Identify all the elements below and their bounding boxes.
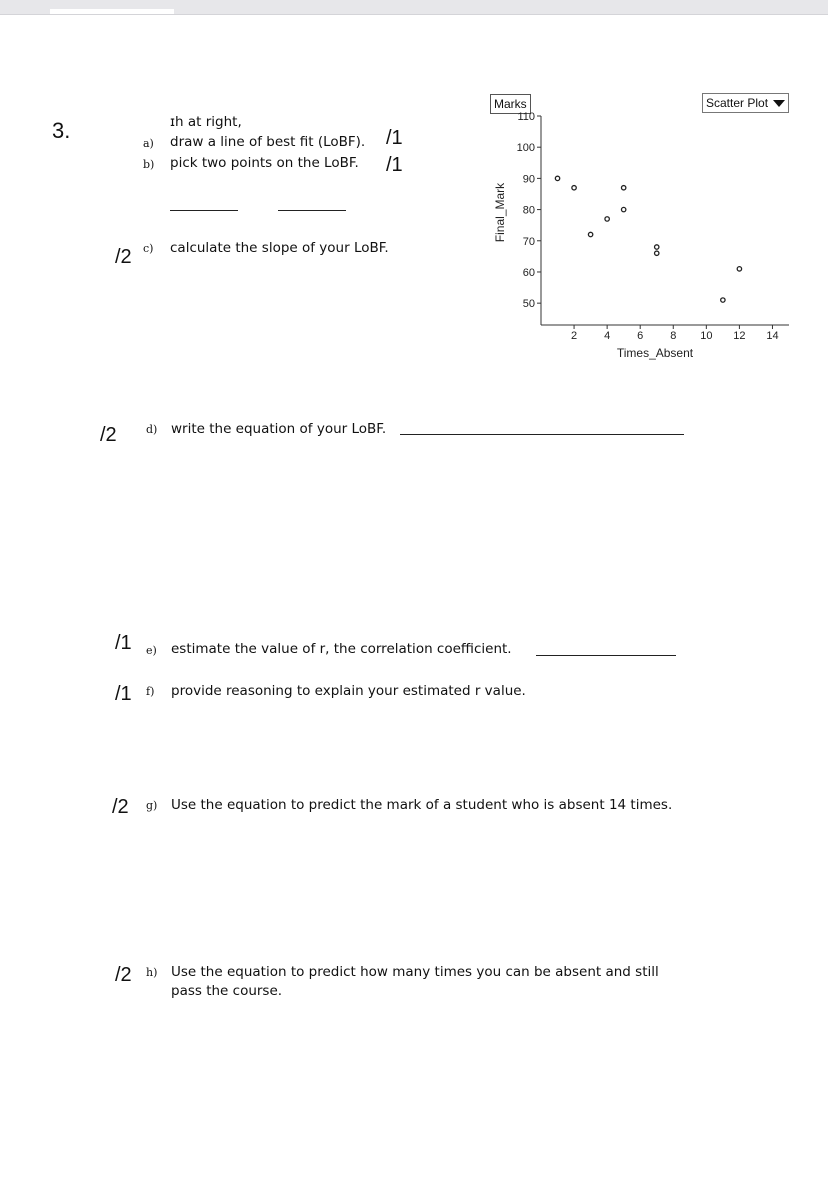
part-e-text: estimate the value of r, the correlation coefficient. (171, 641, 512, 657)
y-tick-label: 80 (522, 204, 535, 217)
part-d-text: write the equation of your LoBF. (171, 421, 387, 437)
scatter-point (737, 267, 741, 271)
y-tick-label: 50 (522, 298, 535, 311)
scatter-point (621, 207, 625, 211)
part-d-label: d) (146, 423, 158, 436)
part-a-text: draw a line of best fit (LoBF). (170, 134, 366, 150)
part-c-mark: /2 (115, 246, 132, 268)
part-a-label: a) (143, 137, 154, 150)
answer-blank-equation[interactable] (400, 434, 684, 435)
part-e-label: e) (146, 644, 157, 657)
y-tick-label: 110 (517, 111, 535, 123)
chevron-down-icon (773, 100, 785, 107)
part-d-mark: /2 (100, 424, 117, 446)
chart-type-menu[interactable] (702, 93, 789, 113)
part-h-text-line1: Use the equation to predict how many times you can be absent and still (171, 964, 659, 980)
window-top-bar (0, 0, 828, 15)
top-tab[interactable] (50, 9, 174, 14)
x-tick-label: 10 (700, 330, 713, 342)
answer-blank-point-2[interactable] (278, 210, 346, 211)
part-h-text-line2: pass the course. (171, 983, 283, 999)
scatter-point (621, 186, 625, 190)
part-f-mark: /1 (115, 683, 132, 705)
chart-type-menu-label: Scatter Plot (706, 96, 769, 110)
part-c-label: c) (143, 242, 154, 255)
y-tick-label: 90 (522, 173, 535, 186)
x-tick-label: 6 (637, 330, 644, 342)
part-g-label: g) (146, 799, 158, 812)
scatter-point (572, 186, 576, 190)
x-tick-label: 8 (670, 330, 677, 342)
scatter-point (721, 298, 725, 302)
y-tick-label: 100 (516, 142, 535, 155)
x-axis-label: Times_Absent (616, 346, 694, 360)
part-f-text: provide reasoning to explain your estimated r value. (171, 683, 526, 699)
x-tick-label: 4 (604, 330, 611, 342)
part-e-mark: /1 (115, 632, 132, 654)
scatter-point (605, 217, 609, 221)
part-c-text: calculate the slope of your LoBF. (170, 240, 389, 256)
part-g-mark: /2 (112, 796, 129, 818)
question-number: 3. (52, 118, 71, 143)
scatter-point (655, 251, 659, 255)
scatter-point (655, 245, 659, 249)
part-h-label: h) (146, 966, 158, 979)
y-tick-label: 70 (522, 235, 535, 248)
answer-blank-point-1[interactable] (170, 210, 238, 211)
part-h-mark: /2 (115, 964, 132, 986)
part-b-text: pick two points on the LoBF. (170, 155, 359, 171)
part-b-mark: /1 (386, 154, 403, 176)
y-tick-label: 60 (522, 266, 535, 279)
part-a-mark: /1 (386, 127, 403, 149)
scatter-point (555, 176, 559, 180)
part-f-label: f) (146, 685, 155, 698)
x-tick-label: 2 (571, 330, 578, 342)
part-g-text: Use the equation to predict the mark of a student who is absent 14 times. (171, 797, 673, 813)
chart-title-box: Marks (490, 94, 531, 114)
intro-text: ɪh at right, (170, 114, 242, 130)
x-tick-label: 14 (766, 330, 779, 342)
x-tick-label: 12 (733, 330, 746, 342)
y-axis-label: Final_Mark (493, 182, 507, 243)
scatter-point (588, 232, 592, 236)
part-b-label: b) (143, 158, 155, 171)
answer-blank-r[interactable] (536, 655, 676, 656)
